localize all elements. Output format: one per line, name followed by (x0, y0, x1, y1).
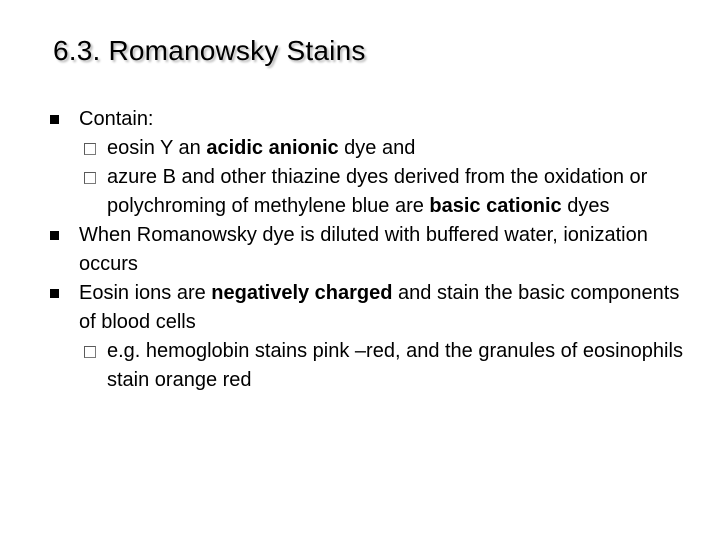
bullet-text: Eosin ions are (79, 282, 212, 304)
sub-bullet-hemoglobin (79, 337, 700, 395)
sub-bullet-azure (79, 163, 700, 221)
sub-bullet-text: azure B and other thiazine dyes derived from the oxidation or polychroming of methylene blue are (107, 166, 648, 217)
bullet-text: Contain: (79, 108, 154, 130)
bullet-item-eosin-ions (50, 279, 700, 395)
hollow-square-bullet-icon (84, 172, 96, 184)
slide-title: 6.3. Romanowsky Stains (53, 35, 366, 66)
hollow-square-bullet-icon (84, 143, 96, 155)
hollow-square-bullet-icon (84, 346, 96, 358)
bullet-text: and stain the basic components of blood cells (79, 282, 680, 333)
square-bullet-icon (50, 115, 59, 124)
square-bullet-icon (50, 231, 59, 240)
bold-term: acidic anionic (206, 137, 339, 159)
bullet-list (50, 105, 700, 395)
sub-bullet-eosin (79, 134, 700, 163)
sub-bullet-text: dye and (338, 137, 416, 159)
bullet-item-dilution (50, 221, 700, 279)
bold-term: negatively charged (211, 282, 393, 304)
sub-bullet-text: eosin Y an (107, 137, 207, 159)
bullet-item-contain (50, 105, 700, 221)
sub-bullet-text: e.g. hemoglobin stains pink –red, and the granules of eosinophils stain orange red (107, 340, 683, 391)
square-bullet-icon (50, 289, 59, 298)
bold-term: basic cationic (429, 195, 562, 217)
sub-bullet-text: dyes (561, 195, 610, 217)
bullet-text: When Romanowsky dye is diluted with buffered water, ionization occurs (79, 224, 648, 275)
